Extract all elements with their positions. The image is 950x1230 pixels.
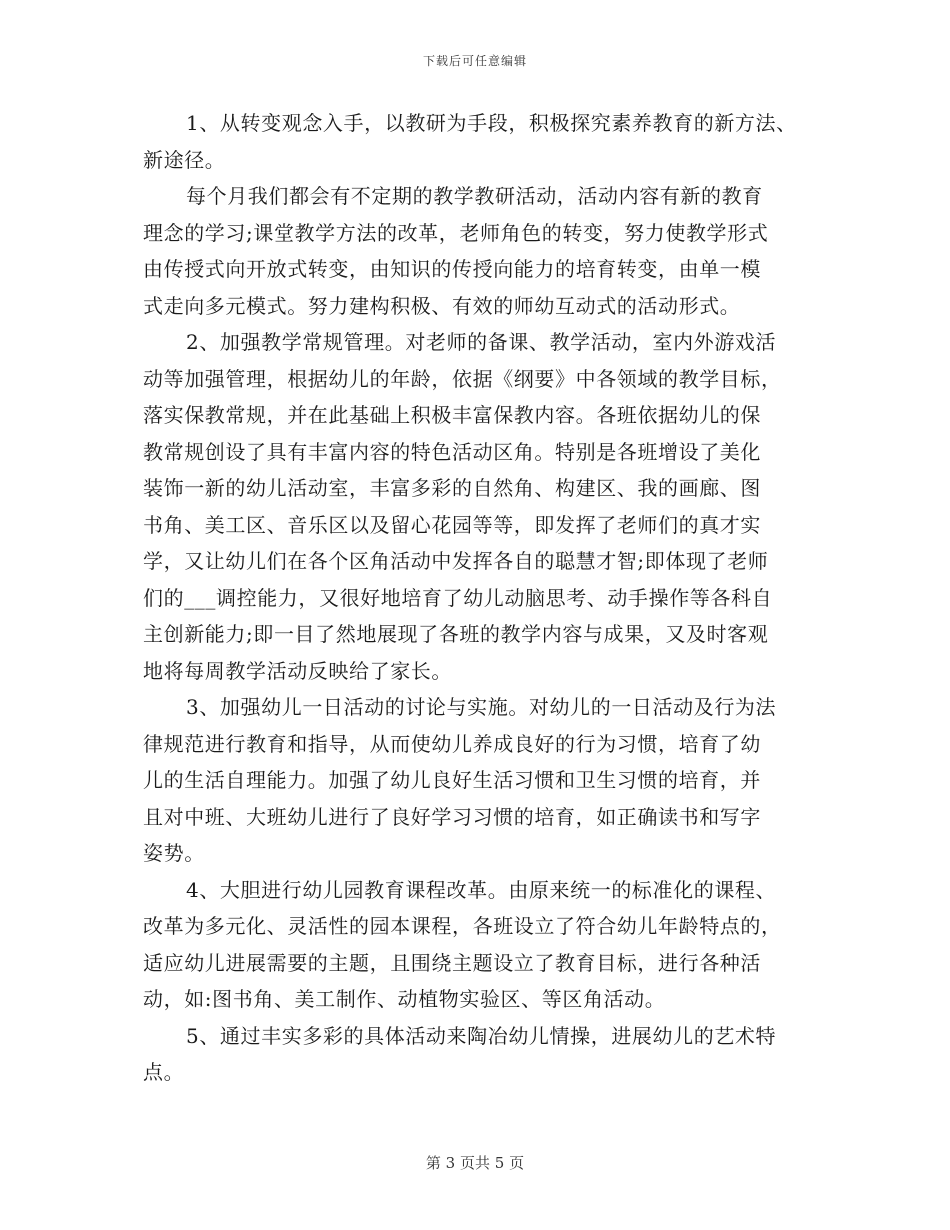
text-line: 3、加强幼儿一日活动的讨论与实施。对幼儿的一日活动及行为法 — [186, 695, 777, 719]
text-line: 们的___调控能力，又很好地培育了幼儿动脑思考、动手操作等各科自 — [143, 585, 773, 610]
text-line: 姿势。 — [143, 841, 205, 865]
text-line: 4、大胆进行幼儿园教育课程改革。由原来统一的标准化的课程、 — [186, 877, 777, 902]
text-line: 学，又让幼儿们在各个区角活动中发挥各自的聪慧才智;即体现了老师 — [143, 549, 769, 573]
text-line: 动，如:图书角、美工制作、动植物实验区、等区角活动。 — [143, 987, 666, 1011]
text-line: 5、通过丰实多彩的具体活动来陶冶幼儿情操，进展幼儿的艺术特 — [186, 1023, 777, 1048]
text-line: 动等加强管理，根据幼儿的年龄，依据《纲要》中各领域的教学目标， — [143, 366, 782, 391]
text-line: 书角、美工区、音乐区以及留心花园等等，即发挥了老师们的真才实 — [143, 512, 761, 537]
page-header: 下载后可任意编辑 — [422, 54, 527, 68]
text-line: 式走向多元模式。努力建构积极、有效的师幼互动式的活动形式。 — [143, 293, 741, 318]
text-line: 儿的生活自理能力。加强了幼儿良好生活习惯和卫生习惯的培育，并 — [143, 768, 761, 792]
text-line: 地将每周教学活动反映给了家长。 — [143, 658, 452, 683]
document-body — [143, 105, 813, 1091]
text-line: 教常规创设了具有丰富内容的特色活动区角。特别是各班增设了美化 — [143, 439, 761, 464]
page-number: 第 3 页共 5 页 — [425, 1154, 525, 1172]
text-line: 装饰一新的幼儿活动室，丰富多彩的自然角、构建区、我的画廊、图 — [143, 476, 761, 500]
text-line: 落实保教常规，并在此基础上积极丰富保教内容。各班依据幼儿的保 — [143, 403, 761, 427]
text-line: 每个月我们都会有不定期的教学教研活动，活动内容有新的教育 — [186, 184, 763, 208]
text-line: 适应幼儿进展需要的主题，且围绕主题设立了教育目标，进行各种活 — [143, 950, 761, 975]
text-line: 主创新能力;即一目了然地展现了各班的教学内容与成果，又及时客观 — [143, 622, 769, 646]
text-line: 1、从转变观念入手，以教研为手段，积极探究素养教育的新方法、 — [186, 111, 797, 135]
text-line: 且对中班、大班幼儿进行了良好学习习惯的培育，如正确读书和写字 — [143, 804, 761, 829]
text-line: 2、加强教学常规管理。对老师的备课、教学活动，室内外游戏活 — [186, 330, 777, 354]
text-line: 律规范进行教育和指导，从而使幼儿养成良好的行为习惯，培育了幼 — [143, 731, 761, 756]
text-line: 点。 — [143, 1060, 185, 1084]
text-line: 新途径。 — [143, 147, 226, 172]
text-line: 由传授式向开放式转变，由知识的传授向能力的培育转变，由单一模 — [143, 257, 761, 281]
text-line: 改革为多元化、灵活性的园本课程，各班设立了符合幼儿年龄特点的， — [143, 914, 782, 938]
text-line: 理念的学习;课堂教学方法的改革，老师角色的转变，努力使教学形式 — [143, 220, 769, 245]
